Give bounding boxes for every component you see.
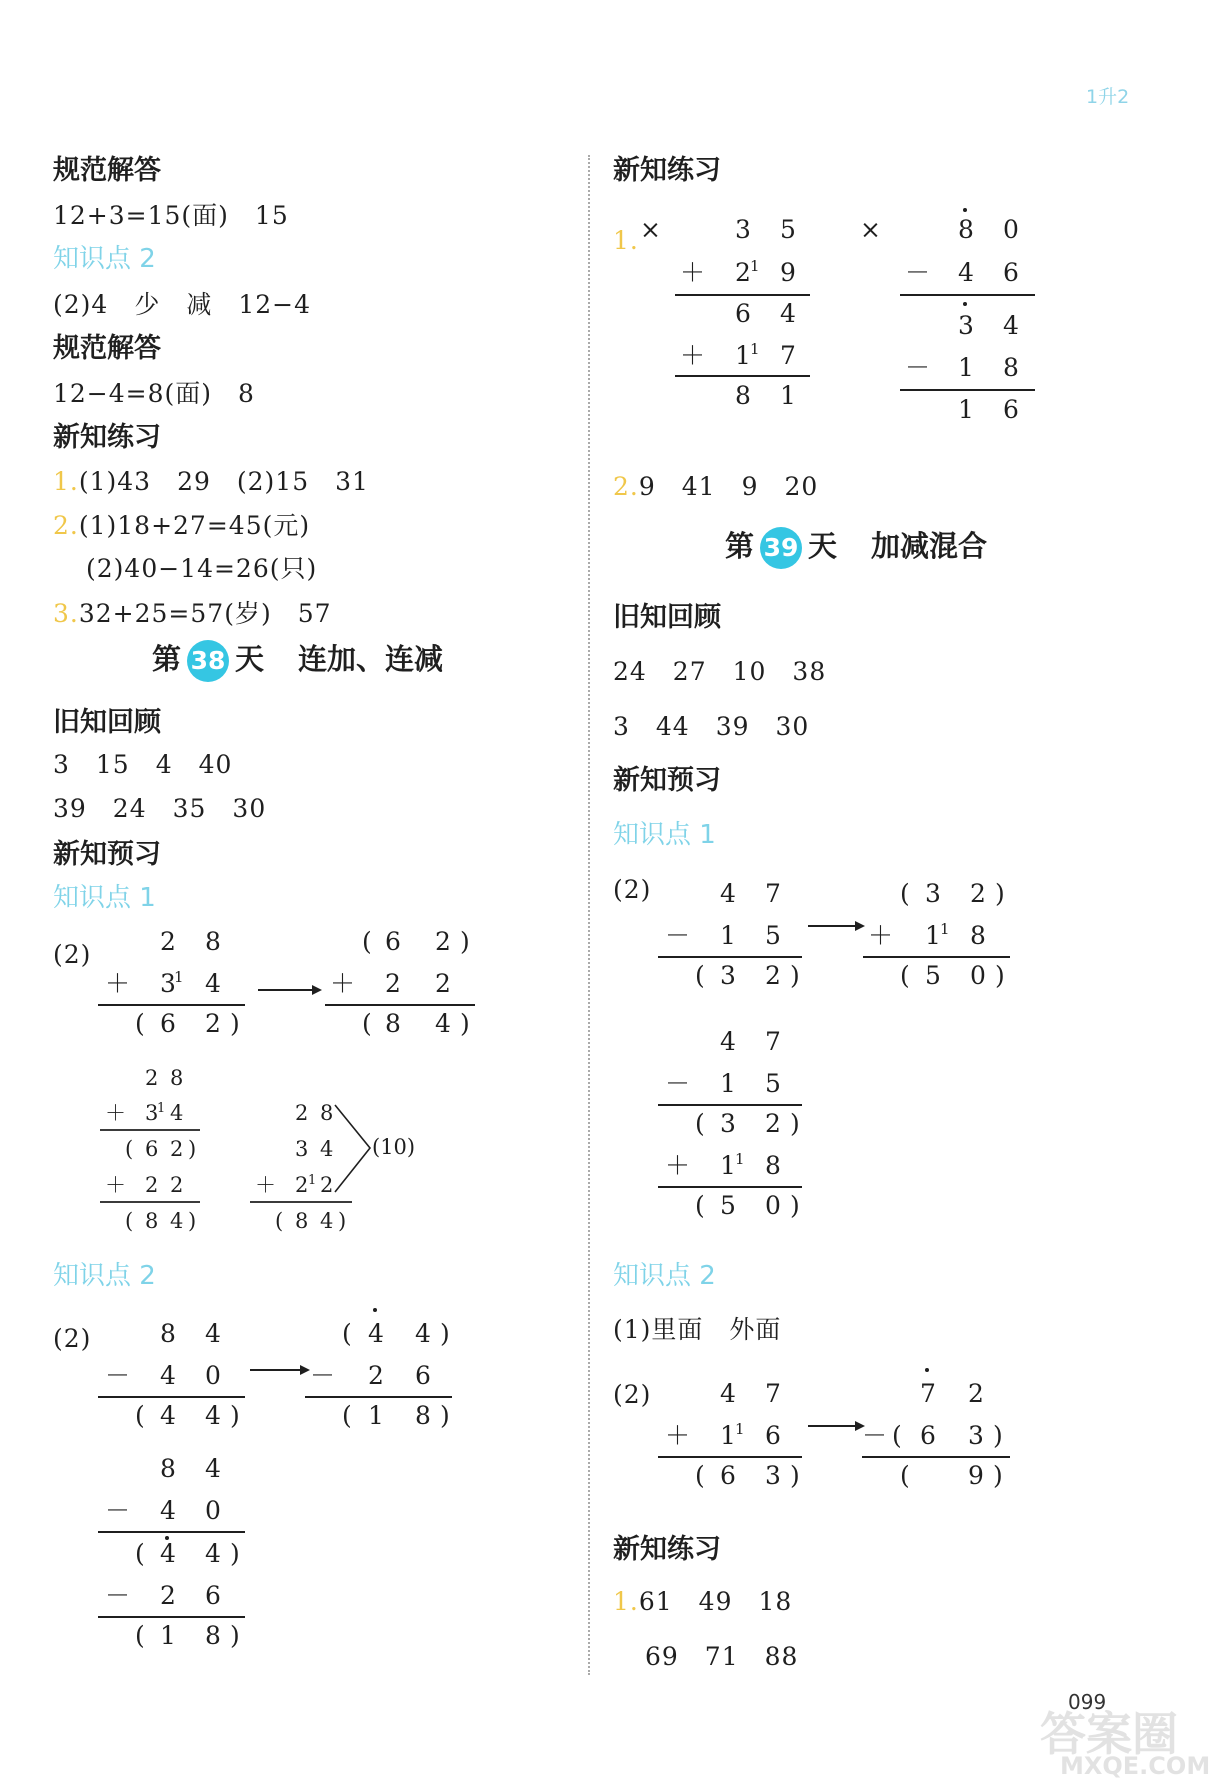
svg-text:＋: ＋	[868, 921, 894, 950]
svg-text:(: (	[135, 1401, 145, 1430]
svg-text:9: 9	[968, 1461, 984, 1490]
svg-text:8: 8	[145, 1209, 159, 1233]
day-38-title	[152, 637, 443, 682]
svg-text:): )	[188, 1137, 197, 1161]
svg-text:－: －	[105, 1581, 131, 1610]
practice-row	[613, 1582, 792, 1618]
section-heading: 新知预习	[613, 765, 721, 796]
svg-text:): )	[230, 1009, 240, 1038]
svg-text:(: (	[135, 1009, 145, 1038]
svg-text:2: 2	[170, 1173, 184, 1197]
watermark-logo: 答案圈	[1040, 1707, 1178, 1761]
svg-text:(: (	[125, 1137, 134, 1161]
svg-text:8: 8	[765, 1151, 781, 1180]
svg-text:): )	[460, 927, 470, 956]
svg-text:6: 6	[1003, 395, 1019, 424]
svg-text:3: 3	[295, 1137, 309, 1161]
svg-text:8: 8	[415, 1401, 431, 1430]
svg-text:2: 2	[435, 927, 451, 956]
day-topic: 连加、连减	[298, 642, 444, 676]
sub-label: (2)	[613, 1380, 652, 1409]
practice-row: 69 71 88	[645, 1642, 799, 1671]
svg-text:3: 3	[720, 961, 736, 990]
svg-text:(: (	[342, 1401, 352, 1430]
svg-text:2: 2	[435, 969, 451, 998]
watermark-url: MXQE.COM	[1060, 1752, 1211, 1780]
svg-text:(: (	[900, 879, 910, 908]
day-suffix: 天	[808, 529, 838, 563]
svg-text:8: 8	[295, 1209, 309, 1233]
day-suffix: 天	[235, 642, 265, 676]
svg-text:2: 2	[385, 969, 401, 998]
svg-text:4: 4	[958, 258, 974, 287]
section-heading: 新知练习	[613, 1534, 721, 1565]
svg-text:2: 2	[320, 1173, 334, 1197]
question-answer: (2)40−14=26(只)	[86, 554, 318, 583]
svg-text:1: 1	[368, 1401, 384, 1430]
question-2	[613, 467, 818, 503]
svg-text:7: 7	[765, 1379, 781, 1408]
svg-text:8: 8	[1003, 353, 1019, 382]
svg-text:6: 6	[145, 1137, 159, 1161]
svg-text:2: 2	[295, 1101, 309, 1125]
section-heading: 新知练习	[613, 155, 721, 186]
question-answer: (1)43 29 (2)15 31	[78, 467, 369, 496]
question-number: 2.	[613, 472, 639, 501]
svg-text:＋: ＋	[330, 969, 356, 998]
svg-text:2: 2	[170, 1137, 184, 1161]
svg-text:6: 6	[205, 1581, 221, 1610]
svg-text:4: 4	[780, 299, 796, 328]
sub-label: (2)	[613, 875, 652, 904]
svg-text:7: 7	[765, 1027, 781, 1056]
svg-text:1: 1	[750, 340, 760, 358]
svg-text:1: 1	[720, 1151, 736, 1180]
svg-text:): )	[230, 1621, 240, 1650]
svg-text:－: －	[310, 1361, 336, 1390]
question-answer: 9 41 9 20	[638, 472, 819, 501]
answer-line: (2)4 少 减 12−4	[53, 290, 311, 319]
practice-answer: 61 49 18	[638, 1587, 793, 1616]
svg-text:0: 0	[205, 1361, 221, 1390]
svg-text:(: (	[135, 1621, 145, 1650]
svg-text:6: 6	[385, 927, 401, 956]
svg-text:1: 1	[720, 1421, 736, 1450]
svg-text:): )	[993, 1421, 1003, 1450]
svg-text:8: 8	[970, 921, 986, 950]
svg-text:4: 4	[1003, 311, 1019, 340]
svg-text:＋: ＋	[105, 1101, 126, 1125]
review-row: 3 15 4 40	[53, 750, 233, 779]
svg-text:): )	[230, 1401, 240, 1430]
day-topic: 加减混合	[871, 529, 988, 563]
svg-text:＋: ＋	[665, 1421, 691, 1450]
svg-text:2: 2	[368, 1361, 384, 1390]
svg-text:4: 4	[320, 1137, 334, 1161]
svg-text:＋: ＋	[255, 1173, 276, 1197]
question-number: 1.	[53, 467, 79, 496]
svg-text:1: 1	[735, 341, 751, 370]
svg-text:8: 8	[160, 1454, 176, 1483]
svg-text:－: －	[665, 1069, 691, 1098]
svg-text:3: 3	[925, 879, 941, 908]
svg-text:5: 5	[720, 1191, 736, 1220]
svg-text:8: 8	[320, 1101, 334, 1125]
svg-text:4: 4	[720, 879, 736, 908]
section-heading: 规范解答	[53, 333, 161, 364]
question-2	[53, 506, 310, 542]
svg-text:2: 2	[970, 879, 986, 908]
svg-text:7: 7	[780, 341, 796, 370]
review-row: 3 44 39 30	[613, 712, 810, 741]
svg-text:4: 4	[205, 1454, 221, 1483]
svg-text:8: 8	[735, 381, 751, 410]
review-row: 24 27 10 38	[613, 657, 827, 686]
wrong-mark: ×	[640, 215, 661, 244]
section-heading: 规范解答	[53, 155, 161, 186]
svg-text:(: (	[695, 1461, 705, 1490]
svg-text:4: 4	[160, 1496, 176, 1525]
svg-text:): )	[790, 1461, 800, 1490]
svg-text:0: 0	[1003, 215, 1019, 244]
vertical-calculation-group	[90, 920, 490, 1240]
svg-text:－: －	[862, 1421, 888, 1450]
svg-text:(: (	[342, 1319, 352, 1348]
svg-text:6: 6	[920, 1421, 936, 1450]
svg-text:9: 9	[780, 258, 796, 287]
grade-tag: 1升2	[1086, 86, 1130, 108]
sub-label: (2)	[53, 940, 92, 969]
svg-text:8: 8	[160, 1319, 176, 1348]
svg-text:1: 1	[958, 395, 974, 424]
section-heading: 旧知回顾	[613, 602, 721, 633]
svg-text:1: 1	[925, 921, 941, 950]
svg-text:4: 4	[415, 1319, 431, 1348]
section-heading: 新知练习	[53, 422, 161, 453]
svg-text:1: 1	[780, 381, 796, 410]
svg-text:4: 4	[170, 1209, 184, 1233]
svg-text:(: (	[695, 1109, 705, 1138]
column-divider	[588, 155, 590, 1675]
svg-text:－: －	[105, 1496, 131, 1525]
svg-text:1: 1	[174, 968, 184, 986]
review-row: 39 24 35 30	[53, 794, 267, 823]
day-39-title	[725, 524, 987, 569]
svg-text:＋: ＋	[105, 1173, 126, 1197]
svg-text:5: 5	[780, 215, 796, 244]
svg-text:＋: ＋	[665, 1151, 691, 1180]
page-number: 099	[1068, 1690, 1107, 1714]
sub-label: (2)	[53, 1324, 92, 1353]
svg-text:3: 3	[160, 969, 176, 998]
svg-text:4: 4	[205, 969, 221, 998]
svg-text:5: 5	[765, 921, 781, 950]
svg-text:4: 4	[435, 1009, 451, 1038]
svg-text:1: 1	[308, 1173, 317, 1188]
day-prefix: 第	[725, 529, 755, 563]
svg-text:): )	[790, 1109, 800, 1138]
svg-text:1: 1	[958, 353, 974, 382]
svg-text:1: 1	[735, 1420, 745, 1438]
svg-text:7: 7	[765, 879, 781, 908]
svg-text:): )	[790, 1191, 800, 1220]
svg-text:4: 4	[160, 1401, 176, 1430]
svg-text:6: 6	[1003, 258, 1019, 287]
svg-text:6: 6	[415, 1361, 431, 1390]
question-answer: (1)18+27=45(元)	[78, 511, 311, 540]
day-badge: 39	[760, 527, 802, 569]
svg-text:): )	[460, 1009, 470, 1038]
knowledge-point-label: 知识点 2	[53, 244, 156, 274]
svg-text:(: (	[695, 961, 705, 990]
svg-text:): )	[188, 1209, 197, 1233]
knowledge-point-label: 知识点 2	[613, 1261, 716, 1291]
answer-line: 12+3=15(面) 15	[53, 201, 289, 230]
svg-text:8: 8	[385, 1009, 401, 1038]
svg-text:(: (	[900, 961, 910, 990]
svg-text:4: 4	[160, 1361, 176, 1390]
svg-text:(: (	[135, 1539, 145, 1568]
svg-text:): )	[440, 1319, 450, 1348]
svg-text:3: 3	[735, 215, 751, 244]
question-1	[53, 462, 369, 498]
svg-text:2: 2	[145, 1066, 159, 1090]
svg-text:(: (	[275, 1209, 284, 1233]
svg-text:4: 4	[720, 1027, 736, 1056]
svg-text:2: 2	[765, 1109, 781, 1138]
knowledge-point-label: 知识点 1	[613, 820, 716, 850]
svg-text:1: 1	[720, 1069, 736, 1098]
svg-text:2: 2	[735, 258, 751, 287]
svg-text:(10): (10)	[372, 1135, 416, 1159]
svg-text:6: 6	[735, 299, 751, 328]
svg-text:1: 1	[160, 1621, 176, 1650]
svg-text:3: 3	[968, 1421, 984, 1450]
answer-line: 12−4=8(面) 8	[53, 379, 255, 408]
svg-text:2: 2	[160, 927, 176, 956]
svg-text:8: 8	[958, 215, 974, 244]
svg-text:0: 0	[205, 1496, 221, 1525]
question-number-text: 1.	[613, 226, 639, 255]
section-heading: 新知预习	[53, 839, 161, 870]
svg-text:1: 1	[735, 1150, 745, 1168]
svg-text:4: 4	[170, 1101, 184, 1125]
svg-text:2: 2	[295, 1173, 309, 1197]
vertical-calculation-group	[650, 860, 1050, 1240]
svg-text:0: 0	[970, 961, 986, 990]
knowledge-point-label: 知识点 1	[53, 883, 156, 913]
svg-text:): )	[338, 1209, 347, 1233]
vertical-calculation-group	[640, 196, 1060, 436]
svg-text:8: 8	[205, 927, 221, 956]
svg-text:8: 8	[170, 1066, 184, 1090]
svg-text:(: (	[892, 1421, 902, 1450]
svg-text:2: 2	[205, 1009, 221, 1038]
svg-text:0: 0	[765, 1191, 781, 1220]
question-3	[53, 594, 332, 630]
svg-text:(: (	[125, 1209, 134, 1233]
vertical-calculation-group	[90, 1300, 490, 1660]
svg-text:4: 4	[205, 1401, 221, 1430]
svg-text:): )	[993, 1461, 1003, 1490]
svg-text:－: －	[905, 353, 931, 382]
svg-text:4: 4	[320, 1209, 334, 1233]
svg-text:4: 4	[368, 1319, 384, 1348]
svg-text:1: 1	[940, 920, 950, 938]
svg-text:－: －	[905, 258, 931, 287]
svg-text:1: 1	[720, 921, 736, 950]
day-prefix: 第	[152, 642, 182, 676]
answer-line: (1)里面 外面	[613, 1315, 782, 1344]
svg-text:2: 2	[145, 1173, 159, 1197]
svg-text:(: (	[695, 1191, 705, 1220]
svg-text:6: 6	[160, 1009, 176, 1038]
svg-text:5: 5	[925, 961, 941, 990]
svg-text:＋: ＋	[105, 969, 131, 998]
day-badge: 38	[187, 640, 229, 682]
question-number	[613, 226, 639, 255]
svg-text:＋: ＋	[680, 341, 706, 370]
knowledge-point-label: 知识点 2	[53, 1261, 156, 1291]
question-number: 1.	[613, 1587, 639, 1616]
svg-text:2: 2	[160, 1581, 176, 1610]
svg-text:7: 7	[920, 1379, 936, 1408]
svg-text:): )	[790, 961, 800, 990]
svg-text:): )	[995, 879, 1005, 908]
wrong-mark: ×	[860, 215, 881, 244]
svg-text:－: －	[665, 921, 691, 950]
svg-text:4: 4	[205, 1319, 221, 1348]
svg-text:6: 6	[720, 1461, 736, 1490]
svg-text:): )	[440, 1401, 450, 1430]
svg-text:): )	[230, 1539, 240, 1568]
svg-text:4: 4	[720, 1379, 736, 1408]
svg-text:3: 3	[958, 311, 974, 340]
svg-text:1: 1	[750, 257, 760, 275]
svg-text:(: (	[362, 1009, 372, 1038]
svg-text:2: 2	[968, 1379, 984, 1408]
question-answer: 32+25=57(岁) 57	[78, 599, 332, 628]
svg-text:1: 1	[157, 1101, 166, 1116]
svg-text:8: 8	[205, 1621, 221, 1650]
svg-text:5: 5	[765, 1069, 781, 1098]
svg-text:6: 6	[765, 1421, 781, 1450]
svg-text:3: 3	[720, 1109, 736, 1138]
svg-text:3: 3	[765, 1461, 781, 1490]
question-number: 3.	[53, 599, 79, 628]
svg-text:4: 4	[205, 1539, 221, 1568]
svg-text:(: (	[900, 1461, 910, 1490]
svg-text:(: (	[362, 927, 372, 956]
question-number: 2.	[53, 511, 79, 540]
svg-text:4: 4	[160, 1539, 176, 1568]
svg-text:2: 2	[765, 961, 781, 990]
svg-text:－: －	[105, 1361, 131, 1390]
svg-text:＋: ＋	[680, 258, 706, 287]
vertical-calculation-group	[650, 1360, 1050, 1510]
section-heading: 旧知回顾	[53, 707, 161, 738]
svg-text:): )	[995, 961, 1005, 990]
svg-text:3: 3	[145, 1101, 159, 1125]
